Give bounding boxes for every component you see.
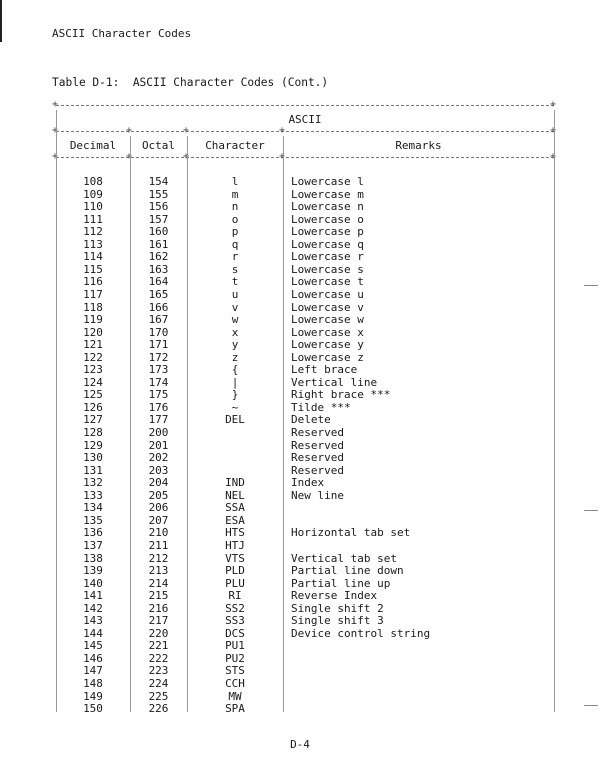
cell-remarks: Lowercase o	[291, 212, 364, 226]
corner-mark: +	[126, 125, 133, 136]
cell-octal: 175	[148, 388, 169, 402]
cell-character: STS	[225, 664, 245, 678]
cell-character: r	[231, 250, 239, 264]
cell-decimal: 144	[83, 626, 103, 640]
cell-octal: 161	[148, 237, 169, 251]
scan-mark	[584, 510, 598, 511]
cell-character: ESA	[225, 513, 245, 527]
cell-decimal: 121	[83, 338, 103, 352]
table-right-rule	[554, 110, 555, 712]
scan-mark	[584, 285, 598, 286]
cell-character: t	[231, 275, 239, 289]
cell-octal: 222	[148, 651, 169, 665]
cell-octal: 204	[148, 476, 169, 490]
cell-decimal: 127	[83, 413, 103, 427]
cell-character: ~	[231, 400, 239, 414]
cell-octal: 220	[148, 626, 169, 640]
page-edge-mark	[0, 0, 2, 42]
cell-remarks: Lowercase n	[291, 200, 364, 214]
cell-decimal: 132	[83, 476, 103, 490]
cell-character: PLU	[225, 576, 245, 590]
cell-decimal: 125	[83, 388, 103, 402]
cell-decimal: 110	[83, 200, 103, 214]
cell-remarks: Lowercase w	[291, 313, 364, 327]
cell-character: PLD	[225, 564, 245, 578]
corner-mark: +	[550, 99, 557, 110]
cell-decimal: 109	[83, 187, 103, 201]
corner-mark: +	[52, 99, 59, 110]
cell-remarks: Lowercase p	[291, 225, 364, 239]
cell-remarks: Vertical tab set	[291, 551, 397, 565]
corner-mark: +	[126, 151, 133, 162]
cell-decimal: 149	[83, 689, 103, 703]
corner-mark: +	[52, 125, 59, 136]
cell-octal: 223	[148, 664, 169, 678]
cell-character: CCH	[225, 677, 245, 690]
cell-character: m	[231, 187, 239, 201]
cell-character: IND	[225, 476, 245, 490]
cell-decimal: 123	[83, 363, 103, 377]
cell-decimal: 137	[83, 538, 103, 552]
cell-decimal: 122	[83, 350, 103, 364]
cell-octal: 213	[148, 564, 169, 578]
cell-decimal: 134	[83, 501, 103, 515]
cell-character: u	[231, 287, 239, 301]
cell-character: q	[231, 237, 239, 251]
cell-remarks: Lowercase v	[291, 300, 364, 314]
cell-remarks: Single shift 2	[291, 601, 384, 615]
cell-octal: 177	[148, 413, 169, 427]
cell-remarks: Reverse Index	[291, 589, 378, 603]
table-top-rule	[56, 105, 554, 106]
cell-decimal: 133	[83, 488, 103, 502]
cell-character: x	[231, 325, 239, 339]
cell-remarks: Left brace	[291, 363, 358, 377]
cell-octal: 165	[148, 287, 169, 301]
cell-character: SSA	[225, 501, 245, 515]
cell-octal: 225	[148, 689, 169, 703]
cell-character: y	[231, 338, 239, 352]
column-rule	[283, 136, 284, 712]
cell-character: NEL	[225, 488, 245, 502]
cell-character: DEL	[225, 413, 245, 427]
cell-decimal: 140	[83, 576, 103, 590]
cell-character: VTS	[225, 551, 245, 565]
cell-octal: 221	[148, 639, 169, 653]
cell-octal: 171	[148, 338, 169, 352]
cell-decimal: 116	[83, 275, 103, 289]
cell-decimal: 112	[83, 225, 103, 239]
cell-octal: 172	[148, 350, 169, 364]
cell-remarks: Partial line down	[291, 564, 404, 578]
cell-character: SPA	[225, 702, 245, 716]
cell-decimal: 138	[83, 551, 103, 565]
cell-remarks: Partial line up	[291, 576, 391, 590]
cell-character: DCS	[225, 626, 245, 640]
cell-remarks: Horizontal tab set	[291, 526, 411, 540]
cell-remarks: Single shift 3	[291, 614, 384, 628]
cell-decimal: 111	[83, 212, 103, 226]
cell-octal: 201	[148, 438, 169, 452]
cell-character: MW	[228, 689, 242, 703]
corner-mark: +	[52, 151, 59, 162]
cell-octal: 217	[148, 614, 169, 628]
cell-decimal: 130	[83, 451, 103, 465]
cell-decimal: 115	[83, 262, 103, 276]
cell-octal: 215	[148, 589, 169, 603]
cell-remarks: Reserved	[291, 463, 344, 477]
cell-character: RI	[228, 589, 242, 603]
corner-mark: +	[183, 125, 190, 136]
cell-remarks: Index	[291, 476, 325, 490]
cell-remarks: Lowercase t	[291, 275, 364, 289]
corner-mark: +	[279, 125, 286, 136]
cell-remarks: New line	[291, 488, 344, 502]
cell-octal: 211	[148, 538, 169, 552]
cell-remarks: Reserved	[291, 426, 344, 439]
table-caption: Table D-1: ASCII Character Codes (Cont.)	[52, 76, 329, 89]
cell-character: |	[231, 375, 239, 389]
cell-character: }	[231, 388, 239, 402]
cell-remarks: Lowercase q	[291, 237, 364, 251]
cell-octal: 210	[148, 526, 169, 540]
cell-octal: 202	[148, 451, 169, 465]
cell-character: z	[231, 350, 239, 364]
cell-decimal: 108	[83, 175, 103, 188]
cell-remarks: Lowercase s	[291, 262, 364, 276]
corner-mark: +	[550, 151, 557, 162]
cell-decimal: 147	[83, 664, 103, 678]
cell-decimal: 119	[83, 313, 103, 327]
cell-character: {	[231, 363, 239, 377]
cell-character: PU2	[225, 651, 245, 665]
cell-octal: 206	[148, 501, 169, 515]
cell-decimal: 148	[83, 677, 103, 690]
cell-octal: 205	[148, 488, 169, 502]
cell-character: n	[231, 200, 239, 214]
cell-remarks: Lowercase y	[291, 338, 364, 352]
cell-octal: 224	[148, 677, 169, 690]
cell-remarks: Lowercase u	[291, 287, 364, 301]
cell-decimal: 150	[83, 702, 103, 716]
cell-octal: 174	[148, 375, 169, 389]
cell-character: s	[231, 262, 239, 276]
cell-character: l	[231, 175, 239, 188]
cell-character: SS3	[225, 614, 245, 628]
cell-octal: 173	[148, 363, 169, 377]
cell-decimal: 129	[83, 438, 103, 452]
cell-character: HTJ	[225, 538, 245, 552]
cell-character: w	[231, 313, 239, 327]
cell-octal: 162	[148, 250, 169, 264]
corner-mark: +	[183, 151, 190, 162]
cell-remarks: Lowercase r	[291, 250, 364, 264]
cell-character: SS2	[225, 601, 245, 615]
corner-mark: +	[279, 151, 286, 162]
cell-octal: 167	[148, 313, 169, 327]
cell-octal: 156	[148, 200, 169, 214]
cell-octal: 170	[148, 325, 169, 339]
cell-octal: 160	[148, 225, 169, 239]
cell-octal: 176	[148, 400, 169, 414]
cell-decimal: 136	[83, 526, 103, 540]
cell-octal: 154	[148, 175, 169, 188]
cell-decimal: 118	[83, 300, 103, 314]
cell-octal: 164	[148, 275, 169, 289]
column-header-decimal: Decimal	[69, 139, 117, 152]
cell-decimal: 120	[83, 325, 103, 339]
cell-octal: 203	[148, 463, 169, 477]
page-number: D-4	[290, 738, 310, 751]
scan-mark	[584, 705, 598, 706]
cell-decimal: 143	[83, 614, 103, 628]
cell-octal: 216	[148, 601, 169, 615]
cell-octal: 163	[148, 262, 169, 276]
cell-character: PU1	[225, 639, 245, 653]
cell-decimal: 126	[83, 400, 103, 414]
cell-octal: 226	[148, 702, 169, 716]
cell-decimal: 135	[83, 513, 103, 527]
column-header-octal: Octal	[141, 139, 176, 152]
cell-octal: 200	[148, 426, 169, 439]
cell-remarks: Reserved	[291, 451, 344, 465]
cell-decimal: 142	[83, 601, 103, 615]
cell-octal: 155	[148, 187, 169, 201]
cell-remarks: Delete	[291, 413, 331, 427]
cell-remarks: Lowercase m	[291, 187, 364, 201]
cell-decimal: 124	[83, 375, 103, 389]
column-header-character: Character	[205, 139, 265, 152]
page-header: ASCII Character Codes	[52, 27, 192, 40]
cell-remarks: Reserved	[291, 438, 344, 452]
cell-character: o	[231, 212, 239, 226]
cell-character: p	[231, 225, 239, 239]
cell-decimal: 113	[83, 237, 103, 251]
cell-character: v	[231, 300, 239, 314]
cell-octal: 214	[148, 576, 169, 590]
corner-mark: +	[550, 125, 557, 136]
cell-octal: 157	[148, 212, 169, 226]
cell-octal: 207	[148, 513, 169, 527]
cell-remarks: Lowercase l	[291, 175, 364, 188]
cell-remarks: Tilde ***	[291, 400, 351, 414]
cell-character: HTS	[225, 526, 245, 540]
cell-decimal: 131	[83, 463, 103, 477]
cell-decimal: 146	[83, 651, 103, 665]
cell-remarks: Lowercase z	[291, 350, 364, 364]
cell-decimal: 145	[83, 639, 103, 653]
cell-decimal: 141	[83, 589, 103, 603]
cell-remarks: Device control string	[291, 626, 431, 640]
cell-octal: 212	[148, 551, 169, 565]
cell-octal: 166	[148, 300, 169, 314]
cell-decimal: 139	[83, 564, 103, 578]
column-header-remarks: Remarks	[395, 139, 442, 152]
cell-decimal: 117	[83, 287, 103, 301]
cell-remarks: Vertical line	[291, 375, 378, 389]
cell-decimal: 114	[83, 250, 103, 264]
cell-decimal: 128	[83, 426, 103, 439]
cell-remarks: Lowercase x	[291, 325, 364, 339]
group-header-ascii: ASCII	[288, 113, 322, 126]
cell-remarks: Right brace ***	[291, 388, 391, 402]
